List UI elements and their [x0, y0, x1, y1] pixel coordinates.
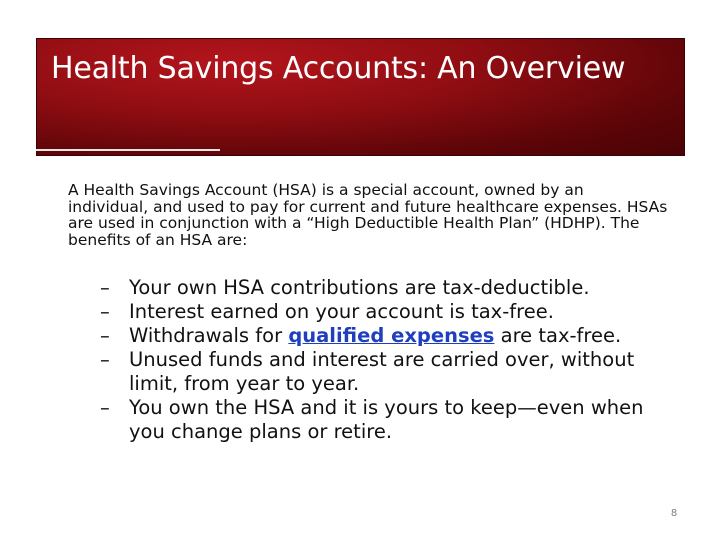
bullet-text: Your own HSA contributions are tax-deductible.	[129, 276, 590, 299]
bullet-text: Interest earned on your account is tax-free.	[129, 300, 554, 323]
list-item	[100, 300, 680, 324]
dash-bullet: –	[100, 324, 110, 347]
bullet-text: Unused funds and interest are carried over, without limit, from year to year.	[129, 348, 635, 395]
list-item	[100, 276, 680, 300]
title-underline	[36, 149, 220, 151]
benefits-list	[100, 276, 680, 444]
list-item	[100, 348, 680, 396]
bullet-text-before: Withdrawals for	[129, 324, 289, 347]
list-item	[100, 324, 680, 348]
slide-title: Health Savings Accounts: An Overview	[51, 51, 626, 86]
intro-paragraph: A Health Savings Account (HSA) is a special account, owned by an individual, and used to pay for current and future healthcare expenses. HSAs are used in conjunction with a “High Deductible Health Plan” (HDHP). The benefits of an HSA are:	[68, 181, 668, 249]
bullet-text-after: are tax-free.	[494, 324, 622, 347]
dash-bullet: –	[100, 396, 110, 419]
bullet-text: You own the HSA and it is yours to keep—even when you change plans or retire.	[129, 396, 644, 443]
title-banner	[36, 38, 685, 156]
dash-bullet: –	[100, 300, 110, 323]
qualified-expenses-link[interactable]: qualified expenses	[288, 324, 495, 347]
page-number: 8	[670, 508, 678, 519]
list-item	[100, 396, 680, 444]
dash-bullet: –	[100, 348, 110, 371]
dash-bullet: –	[100, 276, 110, 299]
